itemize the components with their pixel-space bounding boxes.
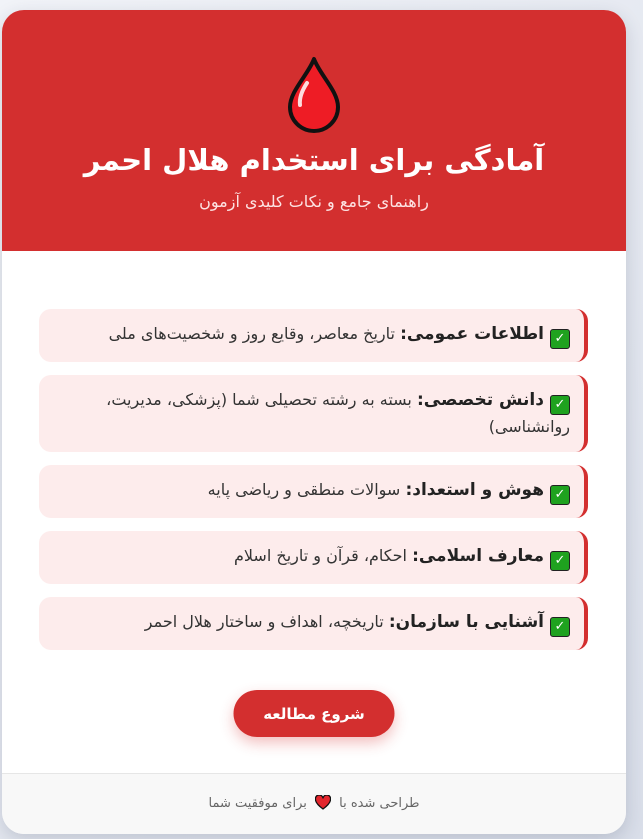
heart-icon bbox=[315, 795, 331, 810]
topic-item bbox=[39, 531, 588, 584]
check-icon: ✓ bbox=[550, 329, 570, 349]
footer-text-after: برای موفقیت شما bbox=[208, 796, 307, 811]
topic-desc: تاریخ معاصر، وقایع روز و شخصیت‌های ملی bbox=[108, 324, 395, 343]
topic-label: هوش و استعداد: bbox=[405, 480, 544, 500]
start-study-button[interactable]: شروع مطالعه bbox=[234, 690, 395, 737]
topic-item bbox=[39, 597, 588, 650]
footer-text-before: طراحی شده با bbox=[339, 796, 420, 811]
topic-label: معارف اسلامی: bbox=[412, 546, 544, 566]
footer bbox=[2, 773, 626, 834]
topic-label: دانش تخصصی: bbox=[416, 390, 544, 410]
main-card bbox=[2, 10, 626, 834]
topic-desc: تاریخچه، اهداف و ساختار هلال احمر bbox=[144, 612, 384, 631]
topic-list bbox=[39, 309, 588, 663]
topic-desc: بسته به رشته تحصیلی شما (پزشکی، مدیریت، روانشناسی) bbox=[106, 390, 570, 436]
check-icon: ✓ bbox=[550, 395, 570, 415]
topic-label: اطلاعات عمومی: bbox=[400, 324, 544, 344]
topic-item bbox=[39, 465, 588, 518]
page-title: آمادگی برای استخدام هلال احمر bbox=[83, 143, 545, 177]
page-subtitle: راهنمای جامع و نکات کلیدی آزمون bbox=[199, 192, 429, 211]
topic-item bbox=[39, 375, 588, 452]
topic-label: آشنایی با سازمان: bbox=[388, 612, 544, 632]
topic-desc: سوالات منطقی و ریاضی پایه bbox=[207, 480, 401, 499]
check-icon: ✓ bbox=[550, 485, 570, 505]
check-icon: ✓ bbox=[550, 617, 570, 637]
blood-drop-icon bbox=[286, 55, 342, 133]
topic-desc: احکام، قرآن و تاریخ اسلام bbox=[233, 546, 407, 565]
topic-item bbox=[39, 309, 588, 362]
check-icon: ✓ bbox=[550, 551, 570, 571]
header bbox=[2, 10, 626, 251]
